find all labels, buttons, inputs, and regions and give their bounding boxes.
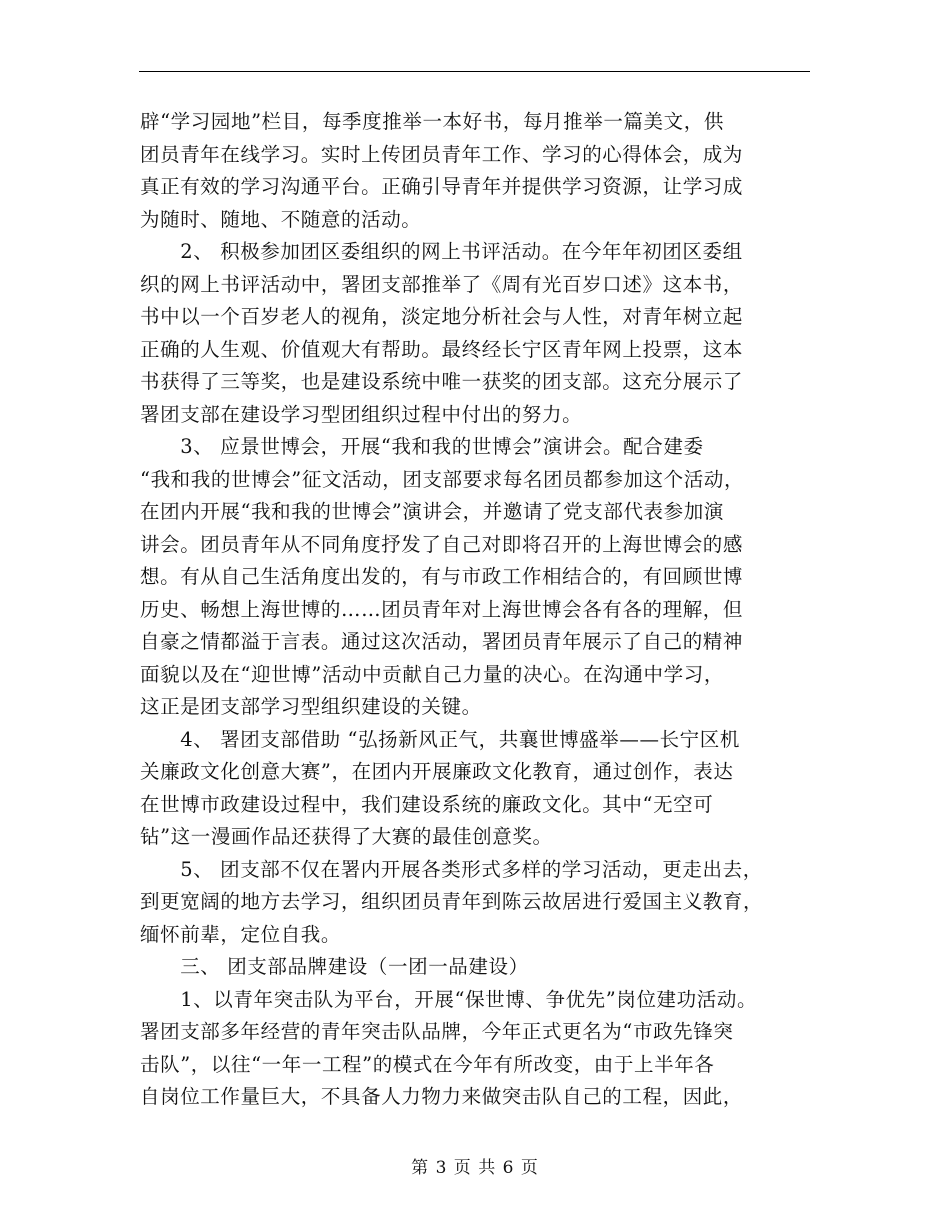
text-line: 2、 积极参加团区委组织的网上书评活动。在今年年初团区委组 [140, 240, 743, 263]
text-line: 书获得了三等奖，也是建设系统中唯一获奖的团支部。这充分展示了 [140, 370, 744, 393]
text-line: 署团支部在建设学习型团组织过程中付出的努力。 [140, 402, 583, 426]
text-line: 讲会。团员青年从不同角度抒发了自己对即将召开的上海世博会的感 [140, 532, 744, 556]
text-line: 历史、畅想上海世博的……团员青年对上海世博会各有各的理解，但 [140, 597, 744, 621]
text-line: 5、 团支部不仅在署内开展各类形式多样的学习活动，更走出去， [140, 857, 763, 881]
text-line: 书中以一个百岁老人的视角，淡定地分析社会与人性，对青年树立起 [140, 305, 744, 328]
text-line: 到更宽阔的地方去学习，组织团员青年到陈云故居进行爱国主义教育， [140, 890, 764, 913]
text-line: 为随时、随地、不随意的活动。 [140, 207, 422, 231]
text-line: 击队”，以往“一年一工程”的模式在今年有所改变，由于上半年各 [140, 1052, 715, 1076]
text-line: 钻”这一漫画作品还获得了大赛的最佳创意奖。 [140, 825, 553, 848]
text-line: 辟“学习园地”栏目，每季度推举一本好书，每月推举一篇美文，供 [140, 110, 724, 133]
text-line: 想。有从自己生活角度出发的，有与市政工作相结合的，有回顾世博 [140, 565, 744, 588]
header-rule [139, 71, 810, 72]
text-line: 缅怀前辈，定位自我。 [140, 922, 342, 946]
text-line: 在世博市政建设过程中，我们建设系统的廉政文化。其中“无空可 [140, 792, 714, 816]
text-line: 署团支部多年经营的青年突击队品牌，今年正式更名为“市政先锋突 [140, 1020, 734, 1043]
text-line: 正确的人生观、价值观大有帮助。最终经长宁区青年网上投票，这本 [140, 337, 744, 361]
text-line: 织的网上书评活动中，署团支部推举了《周有光百岁口述》这本书， [140, 272, 744, 296]
text-line: 自岗位工作量巨大，不具备人力物力来做突击队自己的工程，因此， [140, 1085, 744, 1108]
text-line: 4、 署团支部借助 “弘扬新风正气，共襄世博盛举——长宁区机 [140, 727, 740, 751]
page-footer: 第 3 页 共 6 页 [411, 1158, 539, 1178]
text-line: 面貌以及在“迎世博”活动中贡献自己力量的决心。在沟通中学习， [140, 662, 724, 686]
text-line: 自豪之情都溢于言表。通过这次活动，署团员青年展示了自己的精神 [140, 630, 744, 653]
text-line: 三、 团支部品牌建设（一团一品建设） [140, 955, 529, 978]
text-line: 这正是团支部学习型组织建设的关键。 [140, 695, 482, 718]
text-line: 3、 应景世博会，开展“我和我的世博会”演讲会。配合建委 [140, 435, 704, 458]
text-line: 关廉政文化创意大赛”，在团内开展廉政文化教育，通过创作，表达 [140, 760, 734, 783]
text-line: 1、以青年突击队为平台，开展“保世博、争优先”岗位建功活动。 [140, 987, 758, 1011]
text-line: “我和我的世博会”征文活动，团支部要求每名团员都参加这个活动， [140, 467, 745, 491]
text-line: 团员青年在线学习。实时上传团员青年工作、学习的心得体会，成为 [140, 142, 744, 166]
text-line: 在团内开展“我和我的世博会”演讲会，并邀请了党支部代表参加演 [140, 500, 724, 523]
body-text [140, 106, 840, 1114]
text-line: 真正有效的学习沟通平台。正确引导青年并提供学习资源，让学习成 [140, 175, 744, 198]
